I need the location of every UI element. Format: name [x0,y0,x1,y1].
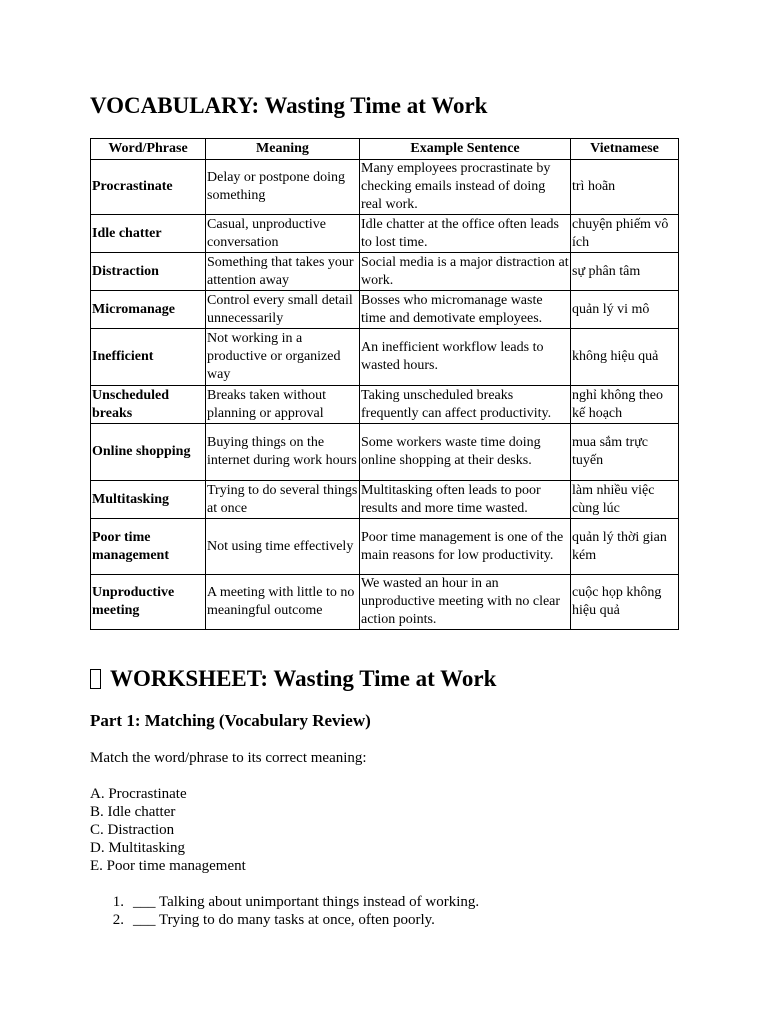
part1-instruction: Match the word/phrase to its correct meaning: [90,750,367,766]
vietnamese-cell: không hiệu quả [571,329,679,386]
question-text: ___ Trying to do many tasks at once, often poorly. [133,912,435,928]
meaning-cell: Something that takes your attention away [206,253,360,291]
example-cell: Multitasking often leads to poor results and more time wasted. [360,481,571,519]
meaning-cell: Breaks taken without planning or approval [206,386,360,424]
vietnamese-cell: làm nhiều việc cùng lúc [571,481,679,519]
vietnamese-cell: cuộc họp không hiệu quả [571,575,679,630]
vietnamese-cell: quản lý thời gian kém [571,519,679,575]
example-cell: Idle chatter at the office often leads to lost time. [360,215,571,253]
example-cell: An inefficient workflow leads to wasted hours. [360,329,571,386]
missing-glyph-box-icon [90,669,101,689]
meaning-cell: Delay or postpone doing something [206,160,360,215]
list-item: D. Multitasking [90,840,186,856]
meaning-cell: Not using time effectively [206,519,360,575]
matching-options-list [90,785,246,875]
list-item: B. Idle chatter [90,804,176,820]
table-row [91,329,679,386]
word-cell: Unproductive meeting [91,575,206,630]
word-cell: Poor time management [91,519,206,575]
list-item: E. Poor time management [90,858,246,874]
column-header-meaning: Meaning [206,139,360,160]
table-row [91,291,679,329]
part1-title: Part 1: Matching (Vocabulary Review) [90,711,371,730]
example-cell: Taking unscheduled breaks frequently can affect productivity. [360,386,571,424]
word-cell: Micromanage [91,291,206,329]
table-row [91,215,679,253]
example-cell: Some workers waste time doing online shopping at their desks. [360,424,571,481]
vocabulary-title: VOCABULARY: Wasting Time at Work [90,93,488,118]
worksheet-title [90,666,496,692]
table-row [91,253,679,291]
table-row [91,519,679,575]
table-row [91,424,679,481]
list-item: C. Distraction [90,822,175,838]
example-cell: Bosses who micromanage waste time and demotivate employees. [360,291,571,329]
list-item: A. Procrastinate [90,786,187,802]
meaning-cell: Not working in a productive or organized way [206,329,360,386]
vietnamese-cell: sự phân tâm [571,253,679,291]
table-row [91,481,679,519]
example-cell: Poor time management is one of the main reasons for low productivity. [360,519,571,575]
vocabulary-table [90,138,679,630]
vietnamese-cell: chuyện phiếm vô ích [571,215,679,253]
meaning-cell: Casual, unproductive conversation [206,215,360,253]
table-row [91,160,679,215]
word-cell: Distraction [91,253,206,291]
table-row [91,575,679,630]
question-item [90,911,479,929]
column-header-vietnamese: Vietnamese [571,139,679,160]
example-cell: Social media is a major distraction at work. [360,253,571,291]
vietnamese-cell: quản lý vi mô [571,291,679,329]
question-item [90,893,479,911]
vietnamese-cell: nghỉ không theo kế hoạch [571,386,679,424]
worksheet-title-text: WORKSHEET: Wasting Time at Work [110,666,497,691]
word-cell: Multitasking [91,481,206,519]
example-cell: Many employees procrastinate by checking emails instead of doing real work. [360,160,571,215]
word-cell: Unscheduled breaks [91,386,206,424]
meaning-cell: A meeting with little to no meaningful outcome [206,575,360,630]
example-cell: We wasted an hour in an unproductive meeting with no clear action points. [360,575,571,630]
vietnamese-cell: trì hoãn [571,160,679,215]
word-cell: Online shopping [91,424,206,481]
meaning-cell: Trying to do several things at once [206,481,360,519]
table-row [91,386,679,424]
column-header-example: Example Sentence [360,139,571,160]
meaning-cell: Buying things on the internet during work hours [206,424,360,481]
matching-questions-list [90,893,479,929]
question-number: 2. [112,912,124,928]
question-text: ___ Talking about unimportant things instead of working. [133,894,480,910]
word-cell: Idle chatter [91,215,206,253]
meaning-cell: Control every small detail unnecessarily [206,291,360,329]
table-header-row [91,139,679,160]
word-cell: Procrastinate [91,160,206,215]
question-number: 1. [112,894,124,910]
vietnamese-cell: mua sắm trực tuyến [571,424,679,481]
word-cell: Inefficient [91,329,206,386]
column-header-word: Word/Phrase [91,139,206,160]
